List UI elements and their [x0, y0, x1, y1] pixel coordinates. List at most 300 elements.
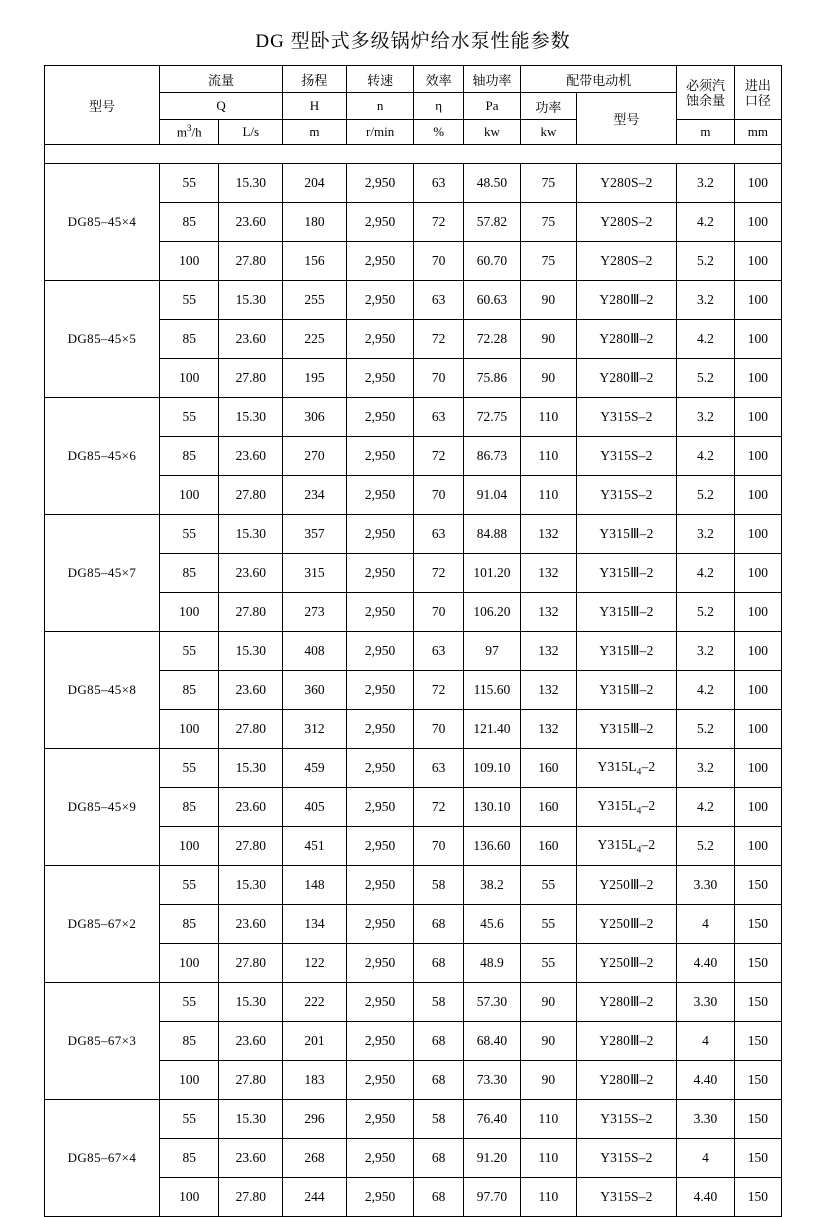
- header-unit-shaft-power: kw: [463, 120, 520, 145]
- cell-npsh: 4.2: [677, 671, 734, 710]
- cell-diameter: 100: [734, 476, 781, 515]
- cell-flow-m3h: 55: [159, 1100, 219, 1139]
- cell-motor-power: 132: [521, 632, 576, 671]
- cell-head: 268: [283, 1139, 347, 1178]
- pump-model-cell: DG85–45×7: [45, 515, 160, 632]
- cell-motor-power: 55: [521, 944, 576, 983]
- cell-shaft-power: 60.70: [463, 242, 520, 281]
- cell-motor-model: Y280Ⅲ–2: [576, 983, 677, 1022]
- cell-efficiency: 63: [414, 749, 463, 788]
- cell-motor-model: Y315Ⅲ–2: [576, 671, 677, 710]
- cell-motor-power: 110: [521, 437, 576, 476]
- cell-speed: 2,950: [346, 1022, 414, 1061]
- header-motor: 配带电动机: [521, 66, 677, 93]
- cell-diameter: 100: [734, 632, 781, 671]
- cell-efficiency: 70: [414, 476, 463, 515]
- cell-efficiency: 72: [414, 437, 463, 476]
- cell-speed: 2,950: [346, 593, 414, 632]
- cell-flow-m3h: 55: [159, 164, 219, 203]
- cell-head: 183: [283, 1061, 347, 1100]
- cell-flow-ls: 23.60: [219, 1139, 283, 1178]
- cell-speed: 2,950: [346, 515, 414, 554]
- cell-diameter: 150: [734, 1061, 781, 1100]
- cell-efficiency: 68: [414, 1139, 463, 1178]
- cell-motor-power: 110: [521, 1100, 576, 1139]
- pump-model-cell: DG85–45×8: [45, 632, 160, 749]
- cell-motor-model: $Y315L_4-2$: [576, 749, 677, 788]
- cell-speed: 2,950: [346, 437, 414, 476]
- cell-flow-ls: 23.60: [219, 671, 283, 710]
- cell-efficiency: 58: [414, 866, 463, 905]
- cell-speed: 2,950: [346, 983, 414, 1022]
- cell-diameter: 100: [734, 164, 781, 203]
- header-unit-ls: L/s: [219, 120, 283, 145]
- cell-diameter: 100: [734, 788, 781, 827]
- cell-flow-ls: 27.80: [219, 476, 283, 515]
- header-shaft-power: 轴功率: [463, 66, 520, 93]
- cell-motor-model: Y280Ⅲ–2: [576, 281, 677, 320]
- cell-motor-power: 160: [521, 788, 576, 827]
- unit-sup: 3: [186, 123, 192, 134]
- cell-speed: 2,950: [346, 1178, 414, 1217]
- cell-diameter: 100: [734, 242, 781, 281]
- cell-npsh: 4: [677, 1139, 734, 1178]
- cell-speed: 2,950: [346, 710, 414, 749]
- cell-shaft-power: 68.40: [463, 1022, 520, 1061]
- cell-efficiency: 68: [414, 1178, 463, 1217]
- cell-flow-m3h: 100: [159, 710, 219, 749]
- cell-npsh: 3.2: [677, 398, 734, 437]
- page-title: DG 型卧式多级锅炉给水泵性能参数: [255, 31, 571, 52]
- cell-flow-m3h: 100: [159, 1178, 219, 1217]
- cell-shaft-power: 91.20: [463, 1139, 520, 1178]
- cell-speed: 2,950: [346, 788, 414, 827]
- cell-flow-ls: 27.80: [219, 710, 283, 749]
- cell-flow-ls: 27.80: [219, 827, 283, 866]
- cell-efficiency: 68: [414, 1022, 463, 1061]
- cell-speed: 2,950: [346, 164, 414, 203]
- header-flow: 流量: [159, 66, 282, 93]
- cell-motor-model: Y250Ⅲ–2: [576, 905, 677, 944]
- cell-diameter: 150: [734, 944, 781, 983]
- cell-diameter: 150: [734, 1178, 781, 1217]
- cell-npsh: 3.2: [677, 749, 734, 788]
- cell-motor-power: 160: [521, 827, 576, 866]
- cell-motor-power: 132: [521, 515, 576, 554]
- cell-speed: 2,950: [346, 866, 414, 905]
- cell-motor-model: Y280Ⅲ–2: [576, 320, 677, 359]
- cell-motor-model: Y250Ⅲ–2: [576, 944, 677, 983]
- cell-motor-model: Y280S–2: [576, 164, 677, 203]
- header-flow-symbol: Q: [159, 93, 282, 120]
- header-motor-power: 功率: [521, 93, 576, 120]
- cell-npsh: 3.30: [677, 866, 734, 905]
- cell-head: 195: [283, 359, 347, 398]
- cell-diameter: 150: [734, 1022, 781, 1061]
- cell-head: 148: [283, 866, 347, 905]
- cell-npsh: 4.40: [677, 1061, 734, 1100]
- cell-speed: 2,950: [346, 320, 414, 359]
- cell-flow-m3h: 55: [159, 866, 219, 905]
- cell-motor-model: Y315S–2: [576, 1178, 677, 1217]
- cell-motor-power: 90: [521, 1022, 576, 1061]
- cell-shaft-power: 72.28: [463, 320, 520, 359]
- cell-motor-model: Y315Ⅲ–2: [576, 632, 677, 671]
- cell-diameter: 100: [734, 554, 781, 593]
- cell-speed: 2,950: [346, 398, 414, 437]
- header-speed-symbol: n: [346, 93, 414, 120]
- cell-flow-m3h: 85: [159, 320, 219, 359]
- cell-motor-model: $Y315L_4-2$: [576, 827, 677, 866]
- header-model: 型号: [45, 66, 160, 145]
- cell-flow-m3h: 100: [159, 827, 219, 866]
- cell-head: 459: [283, 749, 347, 788]
- cell-shaft-power: 75.86: [463, 359, 520, 398]
- cell-efficiency: 70: [414, 593, 463, 632]
- pump-model-cell: DG85–67×4: [45, 1100, 160, 1217]
- cell-shaft-power: 76.40: [463, 1100, 520, 1139]
- cell-npsh: 4: [677, 905, 734, 944]
- cell-shaft-power: 106.20: [463, 593, 520, 632]
- cell-flow-ls: 27.80: [219, 242, 283, 281]
- header-head: 扬程: [283, 66, 347, 93]
- cell-flow-ls: 15.30: [219, 398, 283, 437]
- cell-npsh: 5.2: [677, 593, 734, 632]
- cell-head: 270: [283, 437, 347, 476]
- cell-efficiency: 70: [414, 827, 463, 866]
- cell-flow-ls: 27.80: [219, 1178, 283, 1217]
- cell-head: 273: [283, 593, 347, 632]
- cell-motor-model: Y280S–2: [576, 203, 677, 242]
- cell-motor-model: Y280Ⅲ–2: [576, 1022, 677, 1061]
- cell-speed: 2,950: [346, 827, 414, 866]
- cell-motor-model: Y315Ⅲ–2: [576, 710, 677, 749]
- cell-head: 315: [283, 554, 347, 593]
- cell-flow-m3h: 85: [159, 671, 219, 710]
- cell-npsh: 3.30: [677, 983, 734, 1022]
- cell-shaft-power: 109.10: [463, 749, 520, 788]
- cell-motor-power: 110: [521, 1139, 576, 1178]
- spacer-row: [45, 145, 782, 164]
- cell-speed: 2,950: [346, 281, 414, 320]
- table-row: [45, 983, 782, 1022]
- header-efficiency-symbol: η: [414, 93, 463, 120]
- cell-flow-m3h: 85: [159, 1022, 219, 1061]
- cell-npsh: 4.2: [677, 554, 734, 593]
- cell-speed: 2,950: [346, 476, 414, 515]
- cell-speed: 2,950: [346, 359, 414, 398]
- cell-flow-ls: 15.30: [219, 515, 283, 554]
- header-npsh: [677, 66, 734, 120]
- cell-flow-ls: 23.60: [219, 1022, 283, 1061]
- cell-flow-m3h: 85: [159, 788, 219, 827]
- table-row: [45, 398, 782, 437]
- header-unit-head: m: [283, 120, 347, 145]
- cell-npsh: 3.2: [677, 515, 734, 554]
- cell-head: 255: [283, 281, 347, 320]
- cell-motor-model: Y315Ⅲ–2: [576, 593, 677, 632]
- cell-npsh: 4: [677, 1022, 734, 1061]
- table-row: [45, 866, 782, 905]
- cell-diameter: 100: [734, 281, 781, 320]
- cell-diameter: 100: [734, 671, 781, 710]
- header-unit-efficiency: %: [414, 120, 463, 145]
- cell-efficiency: 58: [414, 983, 463, 1022]
- cell-shaft-power: 45.6: [463, 905, 520, 944]
- cell-motor-model: Y315Ⅲ–2: [576, 515, 677, 554]
- cell-npsh: 5.2: [677, 242, 734, 281]
- cell-npsh: 4.2: [677, 320, 734, 359]
- cell-flow-ls: 23.60: [219, 320, 283, 359]
- cell-motor-power: 160: [521, 749, 576, 788]
- header-diameter-line1: 进出: [744, 77, 771, 93]
- header-unit-npsh: m: [677, 120, 734, 145]
- cell-flow-m3h: 85: [159, 203, 219, 242]
- cell-efficiency: 72: [414, 203, 463, 242]
- cell-diameter: 100: [734, 398, 781, 437]
- header-npsh-line2: 蚀余量: [685, 92, 725, 108]
- cell-motor-power: 110: [521, 1178, 576, 1217]
- cell-speed: 2,950: [346, 1061, 414, 1100]
- cell-diameter: 100: [734, 710, 781, 749]
- cell-efficiency: 72: [414, 671, 463, 710]
- cell-flow-m3h: 85: [159, 1139, 219, 1178]
- cell-motor-power: 90: [521, 983, 576, 1022]
- cell-head: 134: [283, 905, 347, 944]
- cell-flow-ls: 15.30: [219, 632, 283, 671]
- cell-flow-ls: 15.30: [219, 866, 283, 905]
- cell-shaft-power: 121.40: [463, 710, 520, 749]
- cell-motor-power: 75: [521, 242, 576, 281]
- cell-diameter: 100: [734, 203, 781, 242]
- cell-motor-power: 132: [521, 710, 576, 749]
- cell-flow-ls: 27.80: [219, 359, 283, 398]
- cell-speed: 2,950: [346, 944, 414, 983]
- cell-flow-m3h: 55: [159, 281, 219, 320]
- cell-head: 306: [283, 398, 347, 437]
- cell-motor-model: $Y315L_4-2$: [576, 788, 677, 827]
- cell-shaft-power: 57.82: [463, 203, 520, 242]
- cell-npsh: 4.2: [677, 203, 734, 242]
- cell-npsh: 3.30: [677, 1100, 734, 1139]
- cell-flow-m3h: 100: [159, 359, 219, 398]
- header-diameter: [734, 66, 781, 120]
- cell-head: 225: [283, 320, 347, 359]
- cell-motor-power: 110: [521, 476, 576, 515]
- cell-speed: 2,950: [346, 905, 414, 944]
- cell-diameter: 100: [734, 320, 781, 359]
- cell-motor-power: 90: [521, 1061, 576, 1100]
- cell-motor-power: 132: [521, 671, 576, 710]
- cell-head: 122: [283, 944, 347, 983]
- cell-npsh: 4.40: [677, 1178, 734, 1217]
- cell-flow-m3h: 100: [159, 593, 219, 632]
- cell-npsh: 5.2: [677, 827, 734, 866]
- cell-flow-ls: 27.80: [219, 944, 283, 983]
- cell-speed: 2,950: [346, 749, 414, 788]
- cell-efficiency: 63: [414, 281, 463, 320]
- cell-flow-ls: 15.30: [219, 1100, 283, 1139]
- cell-flow-m3h: 85: [159, 437, 219, 476]
- cell-motor-model: Y315S–2: [576, 398, 677, 437]
- table-row: [45, 749, 782, 788]
- cell-flow-m3h: 55: [159, 515, 219, 554]
- pump-model-cell: DG85–45×9: [45, 749, 160, 866]
- cell-diameter: 150: [734, 866, 781, 905]
- cell-speed: 2,950: [346, 1139, 414, 1178]
- cell-diameter: 150: [734, 905, 781, 944]
- header-efficiency: 效率: [414, 66, 463, 93]
- cell-motor-power: 75: [521, 164, 576, 203]
- cell-shaft-power: 72.75: [463, 398, 520, 437]
- cell-motor-power: 110: [521, 398, 576, 437]
- cell-motor-power: 132: [521, 554, 576, 593]
- cell-motor-power: 55: [521, 866, 576, 905]
- cell-diameter: 100: [734, 827, 781, 866]
- cell-shaft-power: 97.70: [463, 1178, 520, 1217]
- cell-head: 156: [283, 242, 347, 281]
- cell-head: 204: [283, 164, 347, 203]
- cell-flow-m3h: 100: [159, 1061, 219, 1100]
- cell-diameter: 150: [734, 983, 781, 1022]
- cell-head: 451: [283, 827, 347, 866]
- cell-npsh: 4.2: [677, 788, 734, 827]
- cell-motor-power: 90: [521, 359, 576, 398]
- pump-spec-table: [44, 65, 782, 1217]
- pump-model-cell: DG85–45×4: [45, 164, 160, 281]
- cell-motor-power: 75: [521, 203, 576, 242]
- header-unit-m3h: [159, 120, 219, 145]
- cell-motor-power: 132: [521, 593, 576, 632]
- cell-flow-m3h: 55: [159, 398, 219, 437]
- cell-diameter: 150: [734, 1100, 781, 1139]
- pump-model-cell: DG85–67×2: [45, 866, 160, 983]
- cell-efficiency: 68: [414, 1061, 463, 1100]
- cell-shaft-power: 91.04: [463, 476, 520, 515]
- cell-motor-model: Y280Ⅲ–2: [576, 359, 677, 398]
- cell-flow-ls: 15.30: [219, 164, 283, 203]
- table-body: [45, 145, 782, 1217]
- cell-motor-model: Y250Ⅲ–2: [576, 866, 677, 905]
- cell-speed: 2,950: [346, 632, 414, 671]
- cell-motor-model: Y315S–2: [576, 437, 677, 476]
- cell-npsh: 5.2: [677, 476, 734, 515]
- cell-flow-m3h: 85: [159, 554, 219, 593]
- cell-flow-m3h: 100: [159, 944, 219, 983]
- cell-efficiency: 63: [414, 632, 463, 671]
- cell-efficiency: 72: [414, 554, 463, 593]
- cell-speed: 2,950: [346, 554, 414, 593]
- cell-head: 244: [283, 1178, 347, 1217]
- cell-speed: 2,950: [346, 203, 414, 242]
- cell-shaft-power: 60.63: [463, 281, 520, 320]
- cell-shaft-power: 57.30: [463, 983, 520, 1022]
- cell-efficiency: 63: [414, 398, 463, 437]
- cell-head: 296: [283, 1100, 347, 1139]
- cell-motor-power: 55: [521, 905, 576, 944]
- cell-speed: 2,950: [346, 242, 414, 281]
- cell-shaft-power: 136.60: [463, 827, 520, 866]
- cell-flow-m3h: 100: [159, 476, 219, 515]
- cell-motor-model: Y315S–2: [576, 476, 677, 515]
- cell-flow-m3h: 100: [159, 242, 219, 281]
- cell-shaft-power: 101.20: [463, 554, 520, 593]
- cell-diameter: 100: [734, 593, 781, 632]
- header-motor-model: 型号: [576, 93, 677, 145]
- table-row: [45, 1100, 782, 1139]
- header-shaft-power-symbol: Pa: [463, 93, 520, 120]
- cell-shaft-power: 48.50: [463, 164, 520, 203]
- cell-npsh: 4.2: [677, 437, 734, 476]
- cell-npsh: 3.2: [677, 632, 734, 671]
- cell-head: 201: [283, 1022, 347, 1061]
- header-unit-speed: r/min: [346, 120, 414, 145]
- cell-head: 180: [283, 203, 347, 242]
- table-row: [45, 281, 782, 320]
- cell-motor-power: 90: [521, 281, 576, 320]
- cell-diameter: 100: [734, 359, 781, 398]
- header-head-symbol: H: [283, 93, 347, 120]
- header-diameter-line2: 口径: [744, 92, 771, 108]
- cell-flow-ls: 23.60: [219, 554, 283, 593]
- cell-shaft-power: 97: [463, 632, 520, 671]
- table-row: [45, 164, 782, 203]
- cell-flow-m3h: 85: [159, 905, 219, 944]
- cell-efficiency: 72: [414, 320, 463, 359]
- cell-efficiency: 68: [414, 944, 463, 983]
- cell-head: 408: [283, 632, 347, 671]
- cell-shaft-power: 84.88: [463, 515, 520, 554]
- cell-efficiency: 63: [414, 515, 463, 554]
- cell-flow-ls: 15.30: [219, 749, 283, 788]
- cell-shaft-power: 115.60: [463, 671, 520, 710]
- cell-head: 357: [283, 515, 347, 554]
- header-npsh-line1: 必须汽: [685, 77, 725, 93]
- cell-head: 405: [283, 788, 347, 827]
- pump-model-cell: DG85–45×6: [45, 398, 160, 515]
- unit-tail: /h: [191, 124, 202, 140]
- cell-flow-ls: 27.80: [219, 1061, 283, 1100]
- cell-flow-ls: 15.30: [219, 983, 283, 1022]
- cell-speed: 2,950: [346, 1100, 414, 1139]
- cell-shaft-power: 38.2: [463, 866, 520, 905]
- cell-shaft-power: 86.73: [463, 437, 520, 476]
- cell-flow-ls: 15.30: [219, 281, 283, 320]
- cell-efficiency: 70: [414, 710, 463, 749]
- cell-head: 234: [283, 476, 347, 515]
- cell-flow-m3h: 55: [159, 749, 219, 788]
- table-row: [45, 515, 782, 554]
- cell-shaft-power: 73.30: [463, 1061, 520, 1100]
- cell-flow-ls: 23.60: [219, 788, 283, 827]
- table-header: [45, 66, 782, 145]
- cell-motor-model: Y315Ⅲ–2: [576, 554, 677, 593]
- cell-efficiency: 63: [414, 164, 463, 203]
- cell-head: 360: [283, 671, 347, 710]
- cell-npsh: 4.40: [677, 944, 734, 983]
- pump-model-cell: DG85–45×5: [45, 281, 160, 398]
- cell-flow-ls: 23.60: [219, 905, 283, 944]
- pump-model-cell: DG85–67×3: [45, 983, 160, 1100]
- header-unit-diameter: mm: [734, 120, 781, 145]
- cell-npsh: 5.2: [677, 710, 734, 749]
- cell-efficiency: 58: [414, 1100, 463, 1139]
- cell-efficiency: 70: [414, 359, 463, 398]
- cell-flow-ls: 27.80: [219, 593, 283, 632]
- cell-flow-ls: 23.60: [219, 203, 283, 242]
- table-row: [45, 632, 782, 671]
- cell-npsh: 5.2: [677, 359, 734, 398]
